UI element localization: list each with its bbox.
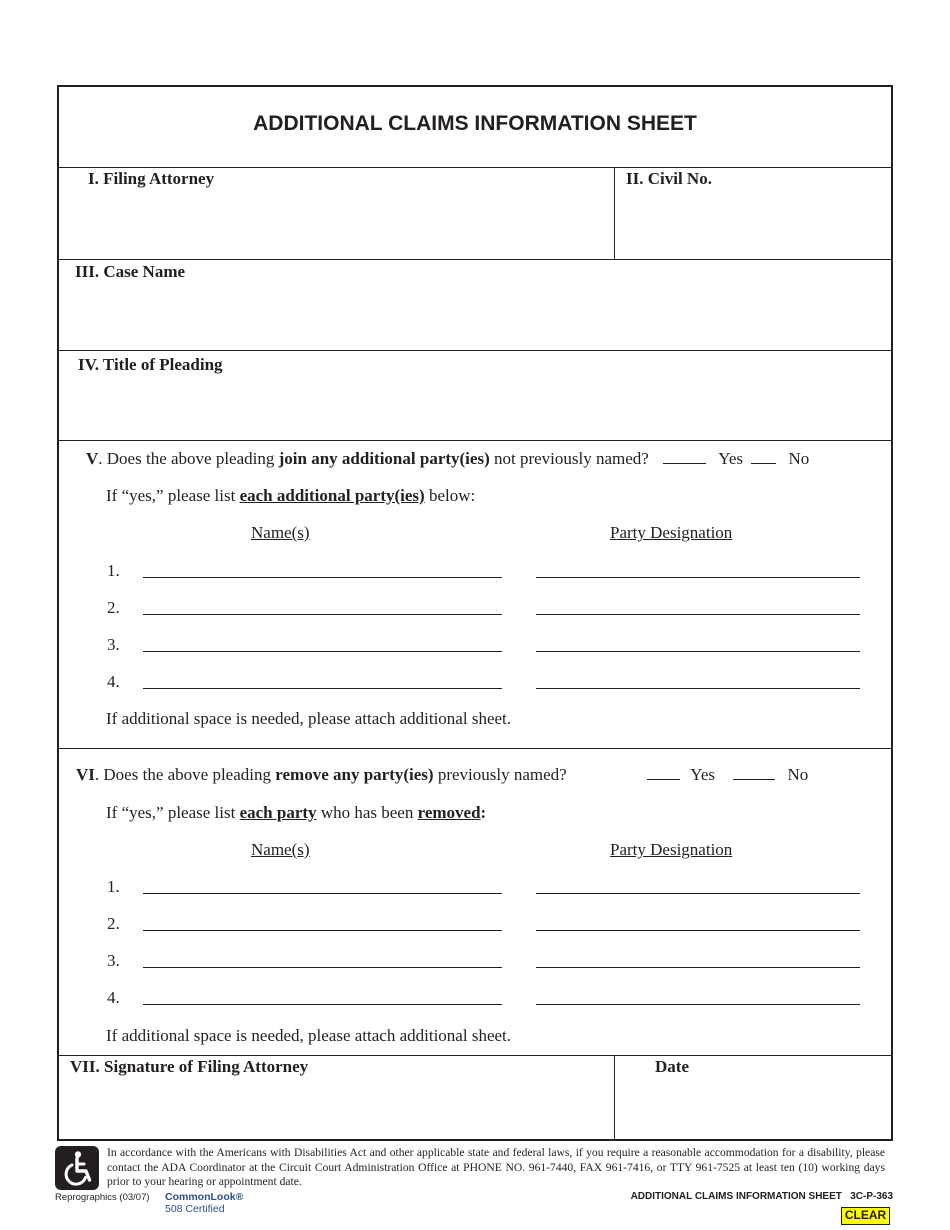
added-party-name-line[interactable]: [143, 577, 502, 578]
remove-yes-no: [647, 765, 808, 785]
section-label: . Signature of Filing Attorney: [95, 1057, 309, 1076]
names-column-header: Name(s): [251, 523, 310, 542]
removed-party-name-line[interactable]: [143, 1004, 502, 1005]
reprographics-code: Reprographics (03/07): [55, 1192, 150, 1203]
section-number: III.: [75, 262, 100, 281]
removed-party-designation-line[interactable]: [536, 967, 860, 968]
section-number: I.: [88, 169, 99, 188]
removed-party-designation-line[interactable]: [536, 893, 860, 894]
case-name-field[interactable]: [70, 288, 882, 344]
section-signature: [70, 1057, 308, 1077]
added-party-designation-line[interactable]: [536, 688, 860, 689]
join-yes-no: [663, 449, 809, 469]
date-field[interactable]: [622, 1082, 884, 1134]
join-yes-blank[interactable]: [663, 449, 706, 464]
join-list-instruction: [106, 486, 475, 506]
row-number: 1.: [107, 561, 120, 580]
remove-yes-blank[interactable]: [647, 765, 680, 780]
section-case-name: [75, 262, 185, 282]
instruction-text: below:: [424, 486, 476, 505]
added-party-designation-line[interactable]: [536, 651, 860, 652]
no-label: No: [787, 765, 809, 784]
section-number: VII: [70, 1057, 96, 1076]
row-number: 1.: [107, 877, 120, 896]
divider: [614, 1055, 615, 1141]
question-emphasis: remove any party(ies): [275, 765, 434, 784]
instruction-emphasis: each party: [239, 803, 317, 822]
added-party-name-line[interactable]: [143, 651, 502, 652]
removed-party-name-line[interactable]: [143, 967, 502, 968]
added-party-name-line[interactable]: [143, 688, 502, 689]
section-label: Filing Attorney: [103, 169, 215, 188]
section-title-of-pleading: [78, 355, 223, 375]
section-number: V: [86, 449, 99, 468]
added-party-designation-line[interactable]: [536, 614, 860, 615]
question-text: previously named?: [433, 765, 567, 784]
remove-list-instruction: [106, 803, 486, 823]
section-number: IV.: [78, 355, 99, 374]
divider: [57, 259, 893, 260]
date-label: Date: [655, 1057, 689, 1076]
removed-party-name-line[interactable]: [143, 930, 502, 931]
section-label: Civil No.: [647, 169, 712, 188]
remove-no-blank[interactable]: [733, 765, 775, 780]
section-join-question: [86, 449, 649, 469]
party-designation-column-header: Party Designation: [610, 523, 733, 542]
question-emphasis: join any additional party(ies): [278, 449, 490, 468]
clear-button[interactable]: CLEAR: [841, 1207, 890, 1225]
instruction-text: If “yes,” please list: [106, 803, 240, 822]
form-identifier: ADDITIONAL CLAIMS INFORMATION SHEET 3C-P-363: [630, 1191, 893, 1202]
question-text: . Does the above pleading: [98, 449, 279, 468]
instruction-text: who has been: [316, 803, 418, 822]
removed-party-name-line[interactable]: [143, 893, 502, 894]
section-filing-attorney: [88, 169, 214, 189]
civil-no-field[interactable]: [622, 195, 884, 253]
instruction-text: If “yes,” please list: [106, 486, 240, 505]
divider: [57, 167, 893, 168]
row-number: 2.: [107, 598, 120, 617]
divider: [57, 1055, 893, 1056]
filing-attorney-field[interactable]: [70, 195, 605, 253]
question-text: not previously named?: [489, 449, 649, 468]
instruction-emphasis: each additional party(ies): [239, 486, 425, 505]
party-designation-column-header: Party Designation: [610, 840, 733, 859]
instruction-emphasis: removed: [417, 803, 481, 822]
added-party-name-line[interactable]: [143, 614, 502, 615]
row-number: 2.: [107, 914, 120, 933]
yes-label: Yes: [718, 449, 743, 468]
added-party-designation-line[interactable]: [536, 577, 860, 578]
wheelchair-icon: [55, 1146, 99, 1190]
divider: [614, 167, 615, 259]
certification-badge: 508 Certified: [165, 1203, 225, 1215]
additional-space-note: If additional space is needed, please attach additional sheet.: [106, 709, 512, 728]
row-number: 3.: [107, 951, 120, 970]
row-number: 4.: [107, 672, 120, 691]
section-number: II.: [626, 169, 644, 188]
divider: [57, 440, 893, 441]
divider: [57, 350, 893, 351]
row-number: 4.: [107, 988, 120, 1007]
question-text: . Does the above pleading: [94, 765, 276, 784]
additional-space-note: If additional space is needed, please attach additional sheet.: [106, 1026, 512, 1045]
section-number: VI: [76, 765, 95, 784]
commonlook-logo: CommonLook®: [165, 1191, 244, 1203]
section-label: Case Name: [103, 262, 186, 281]
ada-notice: In accordance with the Americans with Disabilities Act and other applicable state and federal laws, if you require a reasonable accommodation for a disability, please contact the ADA Coordinator at the Circuit Court Administration Office at PHONE NO. 961-7440, FAX 961-7416, or TTY 961-7525 at least ten (10) working days prior to your hearing or appointment date.: [107, 1146, 885, 1188]
title-of-pleading-field[interactable]: [70, 380, 882, 434]
removed-party-designation-line[interactable]: [536, 930, 860, 931]
names-column-header: Name(s): [251, 840, 310, 859]
section-remove-question: [76, 765, 567, 785]
signature-field[interactable]: [70, 1082, 605, 1134]
removed-party-designation-line[interactable]: [536, 1004, 860, 1005]
section-civil-no: [626, 169, 712, 189]
instruction-colon: :: [480, 803, 487, 822]
divider: [57, 748, 893, 749]
no-label: No: [788, 449, 810, 468]
row-number: 3.: [107, 635, 120, 654]
form-title: ADDITIONAL CLAIMS INFORMATION SHEET: [253, 112, 697, 135]
join-no-blank[interactable]: [751, 449, 776, 464]
section-label: Title of Pleading: [102, 355, 223, 374]
yes-label: Yes: [690, 765, 715, 784]
